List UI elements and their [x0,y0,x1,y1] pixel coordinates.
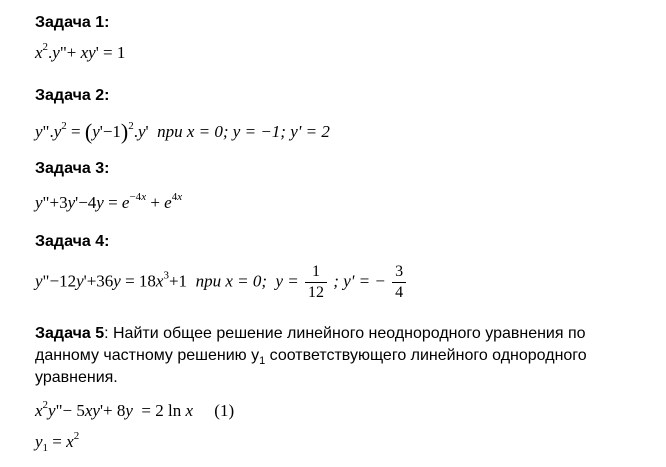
task-3-title: Задача 3: [35,160,110,177]
fraction-den: 4 [392,282,406,303]
task-4-y-label: y = [275,271,299,291]
fraction-den: 12 [305,282,327,303]
task-1-equation: $x^2.y"+ xy' = 1$ [35,41,126,62]
task-5-solution: $y_1 = x^2$ [35,430,80,454]
fraction-1-12 [305,262,327,303]
fraction-num: 1 [312,263,321,280]
task-1-title: Задача 1: [35,14,110,31]
task-2-condition: при x = 0; y = −1; y' = 2 [157,122,330,141]
task-5-text-tail: соответствующего линейного однородного уравнения. [35,347,587,386]
task-4-title: Задача 4: [35,233,110,250]
fraction-num: 3 [395,263,404,280]
task-4-condition: при x = 0; [195,271,267,291]
fraction-3-4 [392,262,406,303]
equation-number: (1) [214,401,235,420]
task-5-paragraph [35,323,645,389]
task-4-equation: y"−12y'+36y = $18x^3+1$ при x = 0; y = $\frac{1}{12}$ ; y' = − $\frac{3}{4}$ [35,262,408,303]
task-4-yp-label: ; y' = − [333,271,386,291]
task-5-text: : Найти общее решение линейного неоднородного уравнения по данному частному решению y [35,325,586,364]
task-2-title: Задача 2: [35,87,110,104]
task-3-equation: y"+3y'−4y = $e^{-4x} + e^{4x}$ [35,191,183,212]
task-5-title: Задача 5 [35,325,105,342]
task-5-equation: $x^2y"- 5xy'+ 8y = 2$ ln x (1) [35,399,235,420]
task-5-subscript: 1 [259,355,266,367]
task-2-equation: $y".y^2 = (y'-1)^2.y'$ при x = 0; y = −1; y' = 2 [35,119,330,144]
